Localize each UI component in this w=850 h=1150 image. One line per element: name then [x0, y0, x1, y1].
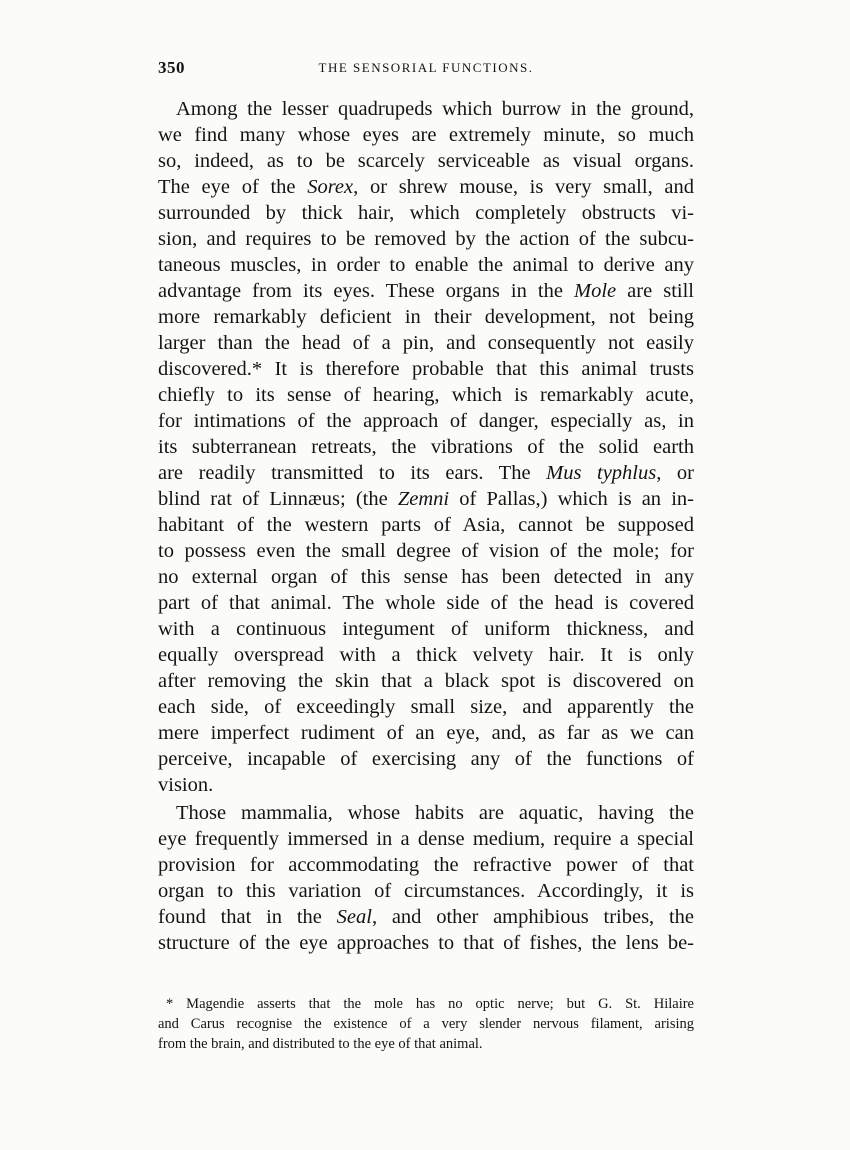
text-line: perceive, incapable of exercising any of the functions of: [158, 748, 694, 770]
text-line: so, indeed, as to be scarcely serviceable as visual organs.: [158, 150, 694, 172]
footnote-line: from the brain, and distributed to the eye of that animal.: [158, 1036, 483, 1052]
text-line: are readily transmitted to its ears. The Mus typhlus, or: [158, 462, 694, 484]
text-line: structure of the eye approaches to that of fishes, the lens be-: [158, 932, 694, 954]
text-line: discovered.* It is therefore probable that this animal trusts: [158, 358, 694, 380]
text-line: organ to this variation of circumstances. Accordingly, it is: [158, 880, 694, 902]
text-line: more remarkably deficient in their development, not being: [158, 306, 694, 328]
text-line: no external organ of this sense has been detected in any: [158, 566, 694, 588]
body-text: [158, 96, 694, 956]
text-line: Those mammalia, whose habits are aquatic, having the: [176, 802, 694, 824]
text-line: part of that animal. The whole side of the head is covered: [158, 592, 694, 614]
text-line: we find many whose eyes are extremely minute, so much: [158, 124, 694, 146]
text-line: mere imperfect rudiment of an eye, and, as far as we can: [158, 722, 694, 744]
text-line: sion, and requires to be removed by the action of the subcu-: [158, 228, 694, 250]
text-line: each side, of exceedingly small size, and apparently the: [158, 696, 694, 718]
text-line: equally overspread with a thick velvety hair. It is only: [158, 644, 694, 666]
text-line: Among the lesser quadrupeds which burrow in the ground,: [176, 98, 694, 120]
text-line: habitant of the western parts of Asia, cannot be supposed: [158, 514, 694, 536]
footnote: [158, 994, 694, 1054]
page-header: [158, 58, 694, 82]
text-line: eye frequently immersed in a dense medium, require a special: [158, 828, 694, 850]
text-line: surrounded by thick hair, which completely obstructs vi-: [158, 202, 694, 224]
paragraph-1: [158, 96, 694, 798]
text-line: found that in the Seal, and other amphibious tribes, the: [158, 906, 694, 928]
text-line: provision for accommodating the refractive power of that: [158, 854, 694, 876]
text-line: The eye of the Sorex, or shrew mouse, is very small, and: [158, 176, 694, 198]
text-line: advantage from its eyes. These organs in the Mole are still: [158, 280, 694, 302]
text-line: taneous muscles, in order to enable the animal to derive any: [158, 254, 694, 276]
text-line: blind rat of Linnæus; (the Zemni of Pallas,) which is an in-: [158, 488, 694, 510]
page-number: 350: [158, 58, 185, 77]
text-line: chiefly to its sense of hearing, which is remarkably acute,: [158, 384, 694, 406]
footnote-line: and Carus recognise the existence of a very slender nervous filament, arising: [158, 1016, 694, 1032]
text-line: after removing the skin that a black spot is discovered on: [158, 670, 694, 692]
text-line: vision.: [158, 774, 214, 796]
text-line: larger than the head of a pin, and consequently not easily: [158, 332, 694, 354]
text-line: with a continuous integument of uniform thickness, and: [158, 618, 694, 640]
running-title: THE SENSORIAL FUNCTIONS.: [318, 60, 534, 75]
footnote-line: * Magendie asserts that the mole has no optic nerve; but G. St. Hilaire: [166, 996, 694, 1012]
paragraph-2: [158, 800, 694, 956]
text-line: for intimations of the approach of danger, especially as, in: [158, 410, 694, 432]
text-line: to possess even the small degree of vision of the mole; for: [158, 540, 694, 562]
text-line: its subterranean retreats, the vibrations of the solid earth: [158, 436, 694, 458]
